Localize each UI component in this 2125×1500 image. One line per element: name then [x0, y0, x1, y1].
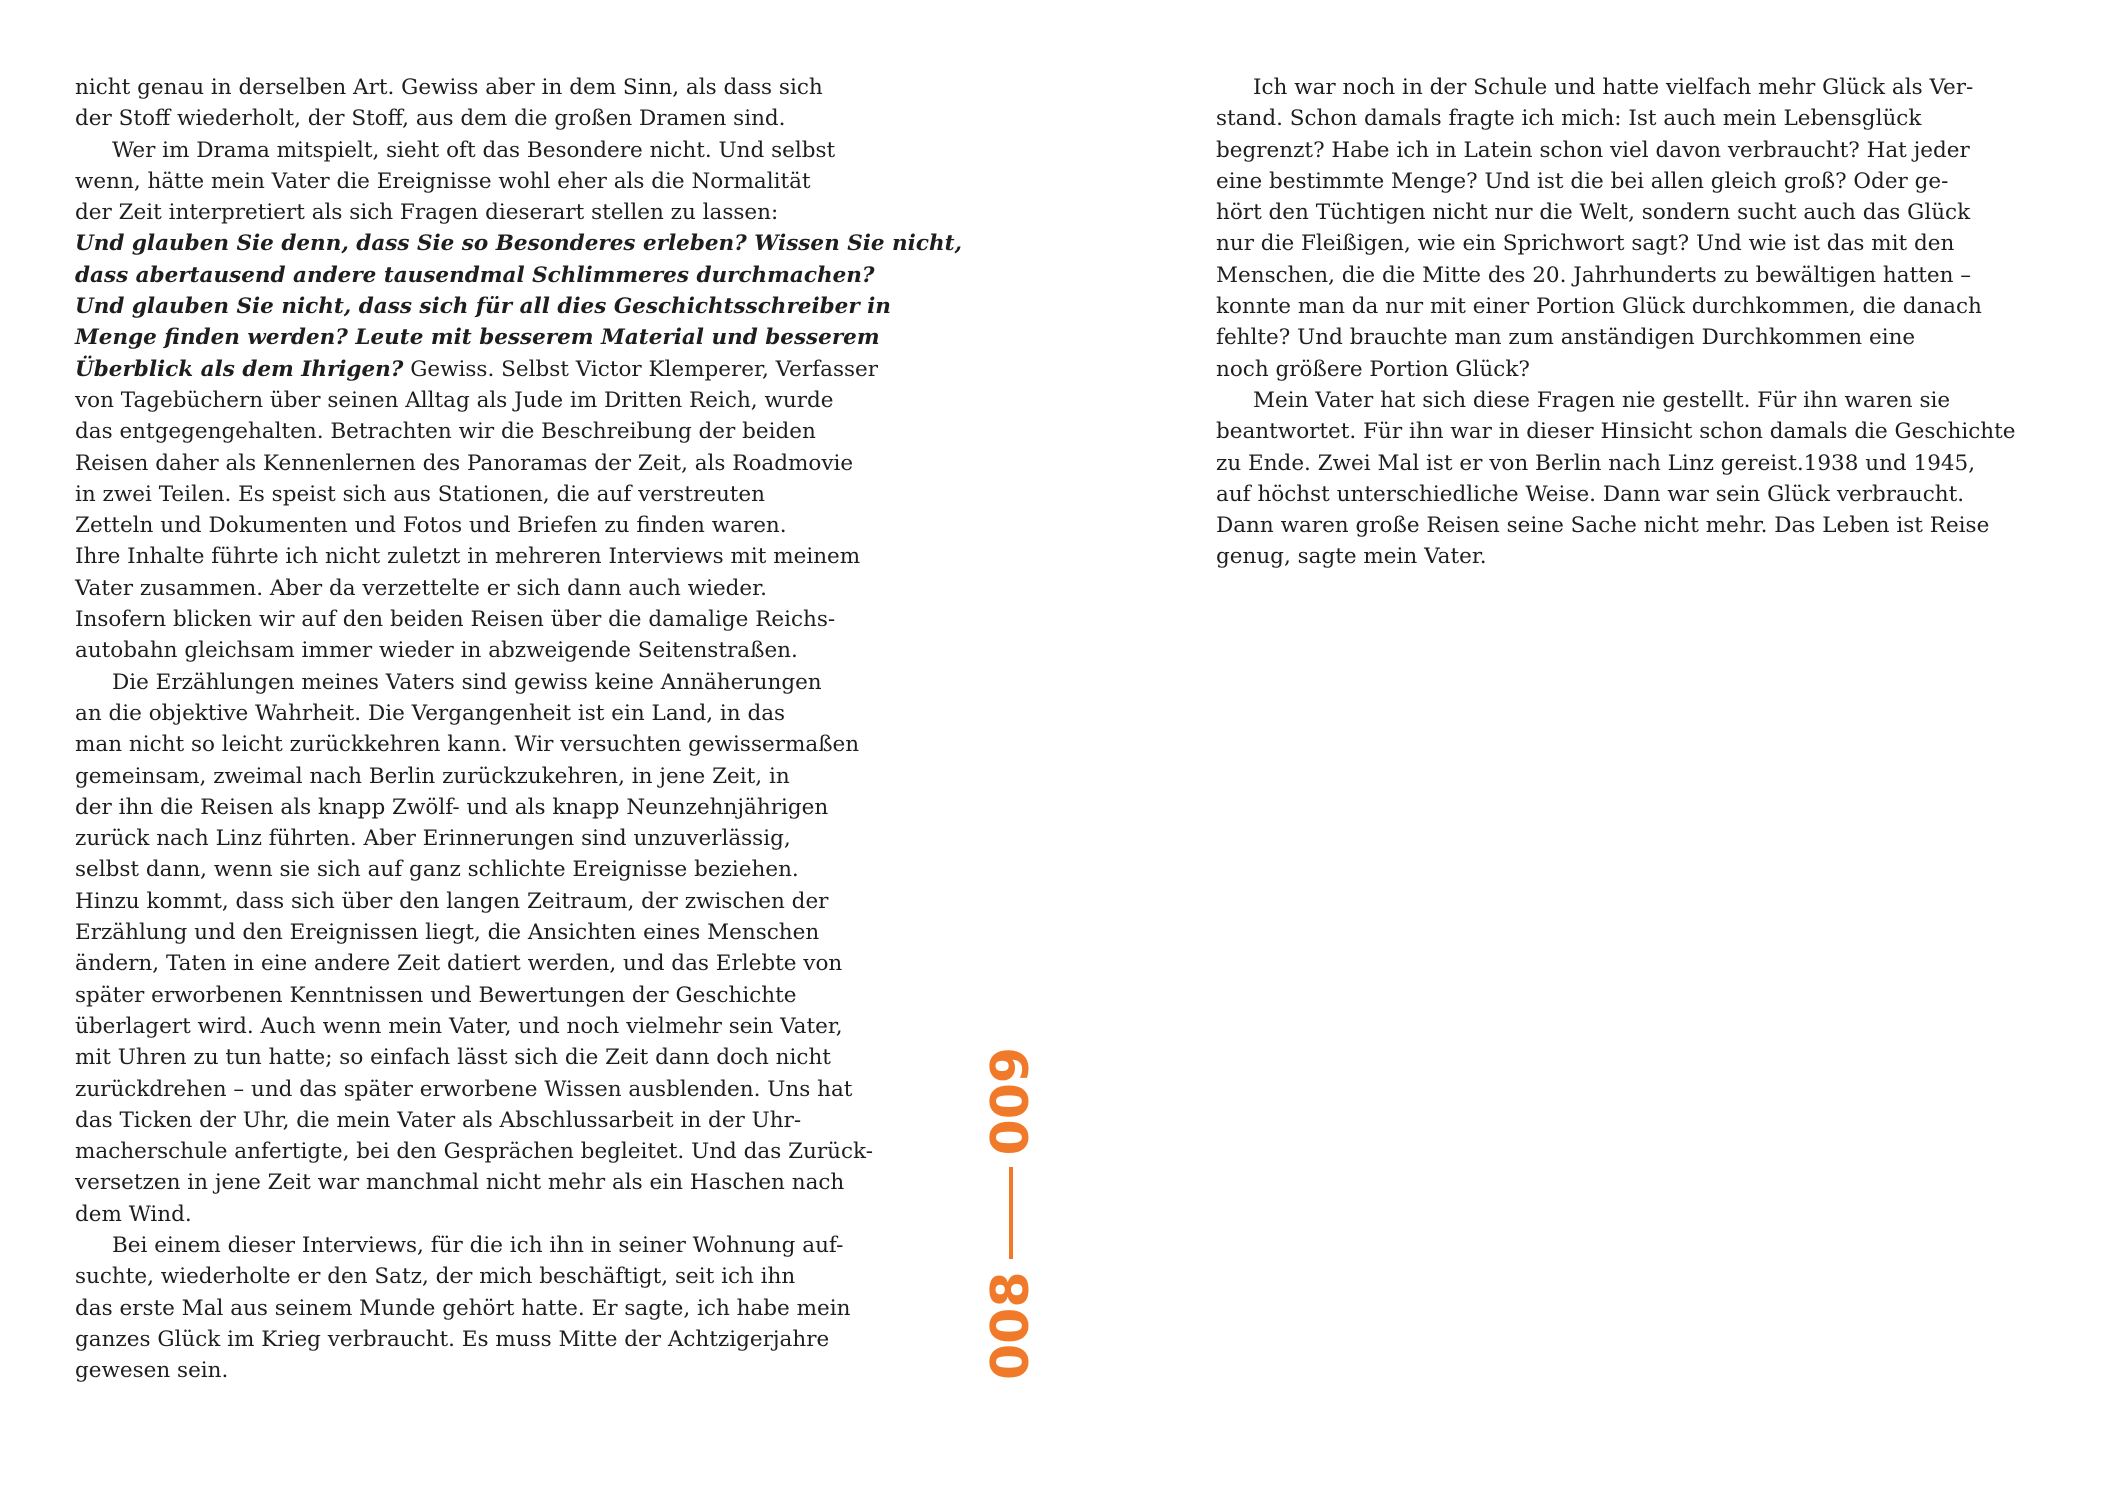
- line-text: macherschule anfertigte, bei den Gesprächen begleitet. Und das Zurück-: [75, 1139, 873, 1165]
- text-line: [75, 980, 797, 1011]
- page-numbers: [981, 1046, 1041, 1380]
- line-text: autobahn gleichsam immer wieder in abzweigende Seitenstraßen.: [75, 638, 798, 664]
- text-line: [1216, 166, 1976, 197]
- text-line: [75, 1199, 775, 1230]
- line-text: dem Wind.: [75, 1201, 192, 1227]
- text-line: [1216, 510, 1990, 541]
- left-text-column: [75, 72, 962, 1386]
- line-text: das entgegengehalten. Betrachten wir die Beschreibung der beiden: [75, 419, 816, 445]
- text-line: [75, 510, 787, 541]
- line-text: Dann waren große Reisen seine Sache nicht mehr. Das Leben ist Reise: [1216, 513, 1990, 539]
- text-line: [1216, 197, 1976, 228]
- left-page: [0, 0, 1062, 1500]
- text-line: [75, 541, 861, 572]
- line-text: ganzes Glück im Krieg verbraucht. Es muss Mitte der Achtzigerjahre: [75, 1326, 830, 1352]
- line-text: Bei einem dieser Interviews, für die ich ihn in seiner Wohnung auf-: [112, 1232, 844, 1258]
- line-text: der ihn die Reisen als knapp Zwölf- und als knapp Neunzehnjährigen: [75, 794, 829, 820]
- text-line: [75, 792, 829, 823]
- text-line: [75, 166, 811, 197]
- page-number-left: 008: [981, 1271, 1041, 1380]
- line-text: konnte man da nur mit einer Portion Glück durchkommen, die danach: [1216, 294, 1982, 320]
- line-text: in zwei Teilen. Es speist sich aus Stationen, die auf verstreuten: [75, 481, 766, 507]
- line-text: man nicht so leicht zurückkehren kann. Wir versuchten gewissermaßen: [75, 732, 860, 758]
- page-number-right: 009: [981, 1046, 1041, 1156]
- text-line: [75, 197, 779, 228]
- line-text: Wer im Drama mitspielt, sieht oft das Besondere nicht. Und selbst: [112, 137, 836, 163]
- text-line: [75, 448, 854, 479]
- text-line: [75, 635, 798, 666]
- line-text: zurück nach Linz führten. Aber Erinnerungen sind unzuverlässig,: [75, 826, 791, 852]
- text-line: [1216, 322, 1976, 353]
- text-line: [75, 385, 834, 416]
- line-text: Ihre Inhalte führte ich nicht zuletzt in mehreren Interviews mit meinem: [75, 544, 861, 570]
- line-text: zurückdrehen – und das später erworbene Wissen ausblenden. Uns hat: [75, 1076, 853, 1102]
- line-text: selbst dann, wenn sie sich auf ganz schlichte Ereignisse beziehen.: [75, 857, 799, 883]
- text-line: [1216, 479, 1976, 510]
- text-line: [75, 479, 775, 510]
- line-text: Vater zusammen. Aber da verzettelte er sich dann auch wieder.: [75, 575, 767, 601]
- text-line: [75, 354, 879, 385]
- line-text: fehlte? Und brauchte man zum anständigen Durchkommen eine: [1216, 325, 1916, 351]
- text-line: [75, 1167, 845, 1198]
- line-text: Reisen daher als Kennenlernen des Panoramas der Zeit, als Roadmovie: [75, 450, 854, 476]
- line-text: Ich war noch in der Schule und hatte vielfach mehr Glück als Ver-: [1253, 75, 1974, 100]
- line-text: nur die Fleißigen, wie ein Sprichwort sagt? Und wie ist das mit den: [1216, 231, 1955, 257]
- line-text: versetzen in jene Zeit war manchmal nicht mehr als ein Haschen nach: [75, 1170, 845, 1196]
- emphasized-quote: dass abertausend andere tausendmal Schlimmeres durchmachen?: [75, 262, 875, 288]
- right-text-column: [1216, 72, 2016, 573]
- line-text: noch größere Portion Glück?: [1216, 356, 1530, 382]
- line-text: das erste Mal aus seinem Munde gehört hatte. Er sagte, ich habe mein: [75, 1295, 851, 1321]
- emphasized-quote: Und glauben Sie denn, dass Sie so Besonderes erleben? Wissen Sie nicht,: [75, 231, 962, 257]
- line-text: Gewiss. Selbst Victor Klemperer, Verfasser: [403, 356, 879, 382]
- text-line: [75, 604, 836, 635]
- text-line: [1216, 72, 1976, 103]
- text-line: [75, 1042, 831, 1073]
- text-line: [75, 1105, 802, 1136]
- text-line: [75, 917, 820, 948]
- text-line: [1216, 385, 1976, 416]
- text-line: [75, 1230, 844, 1261]
- text-line: [75, 135, 836, 166]
- text-line: [75, 322, 880, 353]
- text-line: [75, 886, 829, 917]
- line-text: Mein Vater hat sich diese Fragen nie gestellt. Für ihn waren sie: [1253, 387, 1951, 413]
- line-text: beantwortet. Für ihn war in dieser Hinsicht schon damals die Geschichte: [1216, 419, 2016, 445]
- emphasized-quote: Und glauben Sie nicht, dass sich für all dies Geschichtsschreiber in: [75, 294, 891, 320]
- line-text: begrenzt? Habe ich in Latein schon viel davon verbraucht? Hat jeder: [1216, 137, 1970, 163]
- line-text: ändern, Taten in eine andere Zeit datiert werden, und das Erlebte von: [75, 951, 843, 977]
- text-line: [75, 1355, 775, 1386]
- line-text: der Zeit interpretiert als sich Fragen dieserart stellen zu lassen:: [75, 200, 779, 226]
- line-text: an die objektive Wahrheit. Die Vergangenheit ist ein Land, in das: [75, 700, 786, 726]
- line-text: Die Erzählungen meines Vaters sind gewiss keine Annäherungen: [112, 669, 822, 695]
- line-text: Hinzu kommt, dass sich über den langen Zeitraum, der zwischen der: [75, 888, 829, 914]
- text-line: [1216, 135, 1976, 166]
- text-line: [1216, 291, 1982, 322]
- text-line: [75, 854, 799, 885]
- text-line: [75, 416, 816, 447]
- emphasized-quote: Menge finden werden? Leute mit besserem Material und besserem: [75, 325, 880, 351]
- line-text: das Ticken der Uhr, die mein Vater als Abschlussarbeit in der Uhr-: [75, 1107, 802, 1133]
- line-text: gemeinsam, zweimal nach Berlin zurückzukehren, in jene Zeit, in: [75, 763, 790, 789]
- line-text: nicht genau in derselben Art. Gewiss aber in dem Sinn, als dass sich: [75, 75, 823, 100]
- text-line: [75, 72, 823, 103]
- line-text: zu Ende. Zwei Mal ist er von Berlin nach Linz gereist.1938 und 1945,: [1216, 450, 1976, 476]
- line-text: eine bestimmte Menge? Und ist die bei allen gleich groß? Oder ge-: [1216, 168, 1949, 194]
- text-line: [75, 823, 791, 854]
- line-text: mit Uhren zu tun hatte; so einfach lässt sich die Zeit dann doch nicht: [75, 1045, 831, 1071]
- line-text: gewesen sein.: [75, 1358, 229, 1384]
- right-page: [1062, 0, 2125, 1500]
- line-text: Menschen, die die Mitte des 20. Jahrhunderts zu bewältigen hatten –: [1216, 262, 1971, 288]
- text-line: [75, 1293, 851, 1324]
- text-line: [75, 1261, 796, 1292]
- text-line: [75, 948, 843, 979]
- emphasized-quote: Überblick als dem Ihrigen?: [75, 356, 404, 382]
- line-text: Erzählung und den Ereignissen liegt, die Ansichten eines Menschen: [75, 920, 820, 946]
- page-number-separator: [1009, 1167, 1013, 1259]
- line-text: der Stoff wiederholt, der Stoff, aus dem die großen Dramen sind.: [75, 106, 786, 132]
- text-line: [75, 698, 786, 729]
- line-text: später erworbenen Kenntnissen und Bewertungen der Geschichte: [75, 982, 797, 1008]
- line-text: Insofern blicken wir auf den beiden Reisen über die damalige Reichs-: [75, 607, 836, 633]
- text-line: [1216, 103, 1976, 134]
- line-text: suchte, wiederholte er den Satz, der mich beschäftigt, seit ich ihn: [75, 1264, 796, 1290]
- line-text: überlagert wird. Auch wenn mein Vater, und noch vielmehr sein Vater,: [75, 1013, 843, 1039]
- text-line: [75, 729, 860, 760]
- line-text: Zetteln und Dokumenten und Fotos und Briefen zu finden waren.: [75, 513, 787, 539]
- line-text: genug, sagte mein Vater.: [1216, 544, 1487, 570]
- text-line: [1216, 354, 1976, 385]
- text-line: [75, 573, 775, 604]
- text-line: [75, 1074, 853, 1105]
- text-line: [1216, 260, 1976, 291]
- line-text: hört den Tüchtigen nicht nur die Welt, sondern sucht auch das Glück: [1216, 200, 1971, 226]
- text-line: [75, 761, 790, 792]
- line-text: von Tagebüchern über seinen Alltag als Jude im Dritten Reich, wurde: [75, 387, 834, 413]
- text-line: [75, 291, 891, 322]
- line-text: auf höchst unterschiedliche Weise. Dann war sein Glück verbraucht.: [1216, 481, 1965, 507]
- text-line: [75, 228, 962, 259]
- text-line: [75, 1011, 843, 1042]
- text-line: [75, 667, 822, 698]
- text-line: [1216, 541, 1976, 572]
- text-line: [75, 103, 786, 134]
- line-text: stand. Schon damals fragte ich mich: Ist auch mein Lebensglück: [1216, 106, 1922, 132]
- line-text: wenn, hätte mein Vater die Ereignisse wohl eher als die Normalität: [75, 168, 811, 194]
- text-line: [1216, 228, 1976, 259]
- text-line: [1216, 448, 1976, 479]
- text-line: [75, 260, 875, 291]
- text-line: [75, 1136, 873, 1167]
- text-line: [75, 1324, 830, 1355]
- text-line: [1216, 416, 2016, 447]
